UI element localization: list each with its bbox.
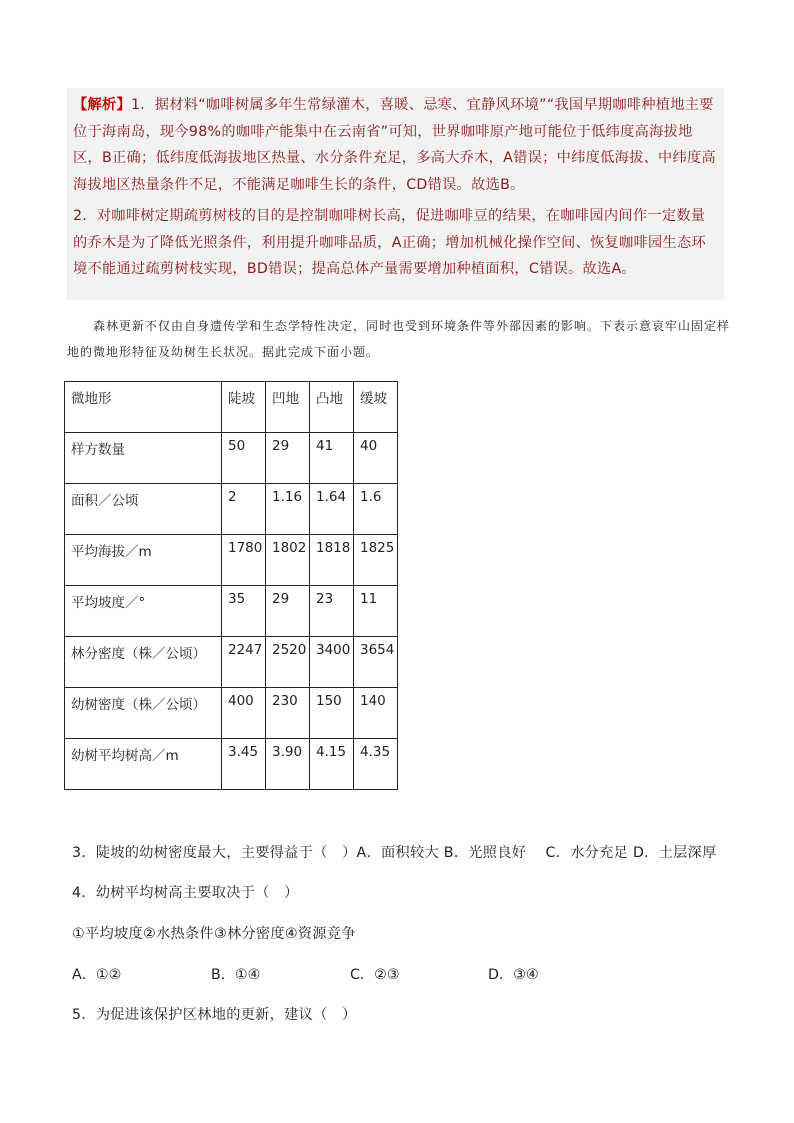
- table-cell: 样方数量: [65, 433, 222, 484]
- table-cell: 2520: [266, 637, 310, 688]
- question-3: 3．陡坡的幼树密度最大，主要得益于（ ）A．面积较大 B．光照良好 C．水分充足 D．土层深厚: [72, 845, 717, 861]
- question-4-option-b: B．①④: [211, 967, 261, 983]
- table-row: [65, 535, 398, 586]
- analysis-paragraph-1: [73, 92, 718, 198]
- table-cell: 4.15: [310, 739, 354, 790]
- microtopography-table: [64, 381, 398, 790]
- table-cell: 3.90: [266, 739, 310, 790]
- question-4-items: ①平均坡度②水热条件③林分密度④资源竞争: [72, 926, 356, 942]
- table-cell: 3400: [310, 637, 354, 688]
- table-cell: 140: [354, 688, 398, 739]
- question-4-option-d: D．③④: [488, 967, 539, 983]
- table-cell: 11: [354, 586, 398, 637]
- table-row: [65, 484, 398, 535]
- table-cell: 40: [354, 433, 398, 484]
- table-cell: 4.35: [354, 739, 398, 790]
- table-cell: 幼树密度（株／公顷）: [65, 688, 222, 739]
- table-cell: 3654: [354, 637, 398, 688]
- table-cell: 41: [310, 433, 354, 484]
- analysis-text-1: 1．据材料“咖啡树属多年生常绿灌木，喜暖、忌寒、宜静风环境”“我国早期咖啡种植地主要位于海南岛，现今98%的咖啡产能集中在云南省”可知，世界咖啡原产地可能位于低纬度高海拔地区，B正确；低纬度低海拔地区热量、水分条件充足，多高大乔木，A错误；中纬度低海拔、中纬度高海拔地区热量条件不足，不能满足咖啡生长的条件，CD错误。故选B。: [73, 97, 717, 193]
- question-intro: 森林更新不仅由自身遗传学和生态学特性决定，同时也受到环境条件等外部因素的影响。下表示意哀牢山固定样地的微地形特征及幼树生长状况。据此完成下面小题。: [67, 319, 731, 359]
- table-cell: 微地形: [65, 382, 222, 433]
- table-cell: 面积／公顷: [65, 484, 222, 535]
- table-cell: 1802: [266, 535, 310, 586]
- table-cell: 平均海拔／m: [65, 535, 222, 586]
- table-cell: 29: [266, 433, 310, 484]
- table-row: [65, 739, 398, 790]
- table-header-row: [65, 382, 398, 433]
- table-cell: 幼树平均树高／m: [65, 739, 222, 790]
- table-cell: 1818: [310, 535, 354, 586]
- analysis-paragraph-2: 2．对咖啡树定期疏剪树枝的目的是控制咖啡树长高，促进咖啡豆的结果，在咖啡园内间作一定数量的乔木是为了降低光照条件，利用提升咖啡品质，A正确；增加机械化操作空间、恢复咖啡园生态环境不能通过疏剪树枝实现，BD错误；提高总体产量需要增加种植面积，C错误。故选A。: [73, 208, 706, 277]
- table-cell: 50: [222, 433, 266, 484]
- question-5: 5．为促进该保护区林地的更新，建议（ ）: [72, 1007, 357, 1023]
- question-4-option-c: C．②③: [350, 967, 400, 983]
- table-cell: 1780: [222, 535, 266, 586]
- table-cell: 2: [222, 484, 266, 535]
- analysis-tag: 【解析】: [73, 97, 131, 113]
- question-4: 4．幼树平均树高主要取决于（ ）: [72, 885, 299, 901]
- table-cell: 3.45: [222, 739, 266, 790]
- table-cell: 缓坡: [354, 382, 398, 433]
- table-cell: 平均坡度／°: [65, 586, 222, 637]
- table-cell: 1.64: [310, 484, 354, 535]
- table-row: [65, 688, 398, 739]
- table-cell: 1.6: [354, 484, 398, 535]
- table-cell: 35: [222, 586, 266, 637]
- table-cell: 400: [222, 688, 266, 739]
- analysis-box: [67, 88, 724, 300]
- table-row: [65, 586, 398, 637]
- table-cell: 150: [310, 688, 354, 739]
- table-cell: 1.16: [266, 484, 310, 535]
- table-cell: 林分密度（株／公顷）: [65, 637, 222, 688]
- table-cell: 23: [310, 586, 354, 637]
- table-cell: 2247: [222, 637, 266, 688]
- table-row: [65, 433, 398, 484]
- table-cell: 凸地: [310, 382, 354, 433]
- table-cell: 1825: [354, 535, 398, 586]
- table-cell: 29: [266, 586, 310, 637]
- table-cell: 230: [266, 688, 310, 739]
- table-row: [65, 637, 398, 688]
- question-4-option-a: A．①②: [72, 967, 122, 983]
- table-cell: 陡坡: [222, 382, 266, 433]
- table-cell: 凹地: [266, 382, 310, 433]
